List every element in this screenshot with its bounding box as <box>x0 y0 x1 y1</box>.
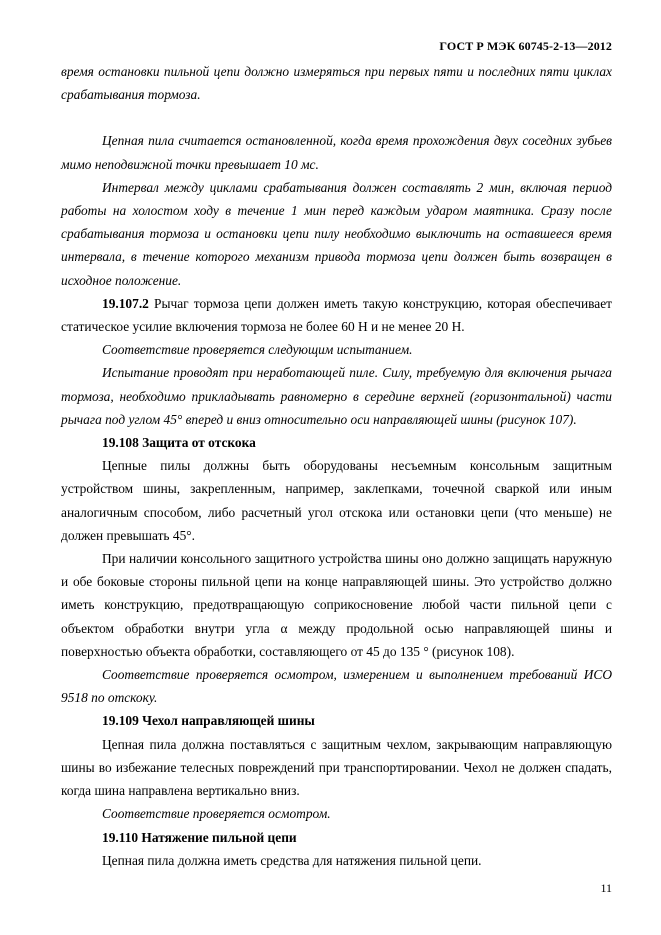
clause-number: 19.107.2 <box>102 295 149 311</box>
section-heading-19-108: 19.108 Защита от отскока <box>102 435 256 451</box>
paragraph-compliance-inspection: Соответствие проверяется осмотром. <box>102 806 331 822</box>
paragraph-kickback-guard: Цепные пилы должны быть оборудованы несъемным консольным защитным устройством шины, закрепленным, например, заклепками, точечной сваркой или иным аналогичным способом, либо расчетный угол отскока или остановки цепи (что меньше) не должен превышать 45°. <box>61 458 612 543</box>
section-heading-19-109: 19.109 Чехол направляющей шины <box>102 713 315 729</box>
standard-code-header: ГОСТ Р МЭК 60745-2-13—2012 <box>439 39 612 53</box>
page-number: 11 <box>600 881 612 895</box>
section-heading-19-110: 19.110 Натяжение пильной цепи <box>102 829 297 845</box>
document-body <box>61 60 612 872</box>
paragraph-chain-stopped: Цепная пила считается остановленной, когда время прохождения двух соседних зубьев мимо неподвижной точки превышает 10 мс. <box>61 133 612 172</box>
paragraph-19-107-2 <box>61 292 612 338</box>
paragraph-guard-protection: При наличии консольного защитного устройства шины оно должно защищать наружную и обе боковые стороны пильной цепи на конце направляющей шины. Это устройство должно иметь конструкцию, предотвращающую соприкосновение любой части пильной цепи с объектом обработки внутри угла α между продольной осью направляющей шины и поверхностью объекта обработки, составляющего от 45 до 135 ° (рисунок 108). <box>61 551 612 659</box>
paragraph-brake-measurement: время остановки пильной цепи должно измеряться при первых пяти и последних пяти циклах срабатывания тормоза. <box>61 64 612 103</box>
paragraph-guide-bar-cover: Цепная пила должна поставляться с защитным чехлом, закрывающим направляющую шины во избежание телесных повреждений при транспортировании. Чехол не должен спадать, когда шина направлена вертикально вниз. <box>61 736 612 799</box>
paragraph-cycle-interval: Интервал между циклами срабатывания должен составлять 2 мин, включая период работы на холостом ходу в течение 1 мин перед каждым ударом маятника. Сразу после срабатывания тормоза и остановки цепи пилу необходимо выключить на оставшееся время интервала, в течение которого механизм привода тормоза цепи должен быть возвращен в исходное положение. <box>61 179 612 288</box>
paragraph-test-procedure: Испытание проводят при неработающей пиле. Силу, требуемую для включения рычага тормоза, необходимо прикладывать равномерно в середине верхней (горизонтальной) части рычага под углом 45° вперед и вниз относительно оси направляющей шины (рисунок 107). <box>61 365 612 427</box>
clause-text: Рычаг тормоза цепи должен иметь такую конструкцию, которая обеспечивает статическое усилие включения тормоза не более 60 Н и не менее 20 Н. <box>61 295 612 335</box>
paragraph-compliance-iso: Соответствие проверяется осмотром, измерением и выполнением требований ИСО 9518 по отскоку. <box>61 667 612 706</box>
paragraph-compliance-test: Соответствие проверяется следующим испытанием. <box>102 342 413 358</box>
paragraph-chain-tension: Цепная пила должна иметь средства для натяжения пильной цепи. <box>102 852 482 868</box>
